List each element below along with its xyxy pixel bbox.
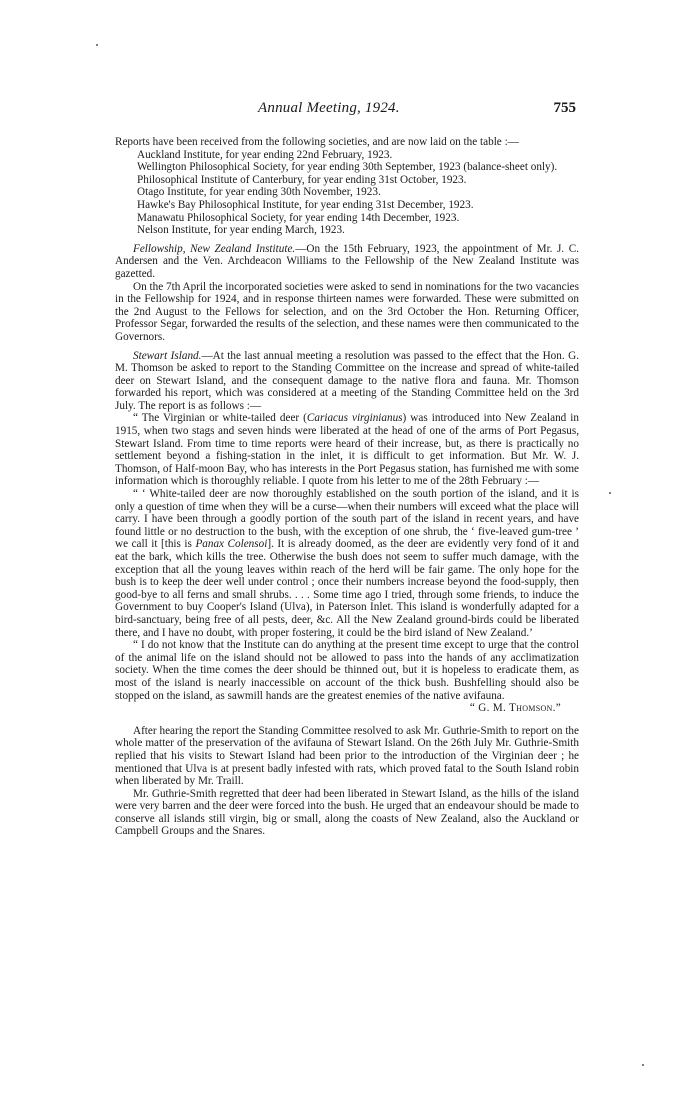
page-header [0,100,674,122]
page-body [115,136,579,838]
print-speck [609,492,611,494]
list-item: Otago Institute, for year ending 30th November, 1923. [137,186,381,199]
reports-intro: Reports have been received from the following societies, and are now laid on the table :— [115,136,519,148]
quote-text: “ The Virginian or white-tailed deer ( [133,412,307,425]
fellowship-paragraph [115,243,579,281]
fellowship-text: —On the 15th February, 1923, the appointment of Mr. J. C. Andersen and the Ven. Archdeacon Williams to the Fellowship of the New Zealand Institute was gazetted. [115,242,579,280]
after-report-paragraph: After hearing the report the Standing Committee resolved to ask Mr. Guthrie-Smith to report on the whole matter of the preservation of the avifauna of Stewart Island. On the 26th July Mr. Guthrie-Smith replied that his visits to Stewart Island had been prior to the introduction of the Virginian deer ; he mentioned that Ulva is at present badly infested with rats, which proved fatal to the South Island robin when liberated by Mr. Traill. [115,724,579,788]
species-name: Panax Colensoi [195,538,268,551]
quote-text: ) was introduced into New Zealand in 1915, when two stags and seven hinds were liberated at the head of one of the arms of Port Pegasus, Stewart Island. From time to time reports were heard of their increase, but, as there is practically no settlement beyond a fishing-station in the inlet, it is difficult to get information. But Mr. W. J. Thomson, of Half-moon Bay, who has interests in the Port Pegasus station, has furnished me with some information which is thoroughly reliable. I quote from his letter to me of the 28th February :— [115,412,579,488]
stewart-paragraph [115,350,579,413]
quote-paragraph-2 [115,488,579,639]
after-report-paragraph-2: Mr. Guthrie-Smith regretted that deer had been liberated in Stewart Island, as the hills of the island were very barren and the deer were forced into the bush. He urged that an endeavour should be made to conserve all islands still virgin, big or small, along the coasts of New Zealand, also the Auckland or Campbell Groups and the Snares. [115,787,579,838]
list-item: Auckland Institute, for year ending 22nd February, 1923. [137,148,393,161]
fellowship-heading: Fellowship, New Zealand Institute. [133,242,296,255]
quote-paragraph-1 [115,412,579,488]
quote-text: “ ‘ White-tailed deer are now thoroughly established on the south portion of the island, and it is only a question of time when they will be a curse—when their numbers will exceed what the place will carry. I have been through a goodly portion of the south part of the island in recent years, and have found little or no destruction to the bush, with the exception of one shrub, the ‘ five-leaved gum-tree ’ we call it [this is [115,488,579,551]
list-item: Manawatu Philosophical Society, for year ending 14th December, 1923. [137,211,460,224]
reports-list [137,149,579,237]
running-head: Annual Meeting, 1924. [258,100,400,116]
page-number: 755 [553,100,576,116]
quote-paragraph-3: “ I do not know that the Institute can do anything at the present time except to urge that the control of the animal life on the island should not be allowed to pass into the hands of any acclimatization society. When the time comes the deer should be thinned out, but it is hopeless to eradicate them, as most of the island is nearly inaccessible on account of the thick bush. Bushfelling should also be stopped on the island, as sawmill hands are the greatest enemies of the native avifauna. [115,639,579,702]
print-speck [642,1064,644,1066]
stewart-text: —At the last annual meeting a resolution was passed to the effect that the Hon. G. M. Thomson be asked to report to the Standing Committee on the increase and spread of white-tailed deer on Stewart Island, and the consequent damage to the native flora and fauna. Mr. Thomson forwarded his report, which was considered at a meeting of the Standing Committee held on the 3rd July. The report is as follows :— [115,349,579,412]
print-speck [96,44,98,46]
stewart-heading: Stewart Island. [133,349,202,362]
list-item: Philosophical Institute of Canterbury, for year ending 31st October, 1923. [137,173,467,186]
fellowship-paragraph-2: On the 7th April the incorporated societies were asked to send in nominations for the two vacancies in the Fellowship for 1924, and in response thirteen names were forwarded. These were submitted on the 2nd August to the Fellows for selection, and on the 3rd October the Hon. Returning Officer, Professor Segar, forwarded the results of the selection, and these names were then communicated to the Governors. [115,280,579,343]
list-item: Hawke's Bay Philosophical Institute, for year ending 31st December, 1923. [137,198,474,211]
species-name: Cariacus virginianus [306,412,403,425]
signature: “ G. M. Thomson.” [469,702,561,715]
quote-text: ]. It is already doomed, as the deer are evidently very fond of it and eat the bark, which kills the tree. Otherwise the bush does not seem to suffer much damage, with the exception that all the young leaves within reach of the herd will be fair game. The only hope for the bush is to keep the deer well under control ; once their numbers increase beyond the food-supply, then good-bye to all ferns and small shrubs. . . . Some time ago I tried, through some friends, to induce the Government to buy Cooper's Island (Ulva), in Paterson Inlet. This island is wonderfully adapted for a bird-sanctuary, being free of all pests, deer, &c. All the New Zealand ground-birds could be liberated there, and I have no doubt, with proper fostering, it could be the bird island of New Zealand.’ [115,538,579,639]
list-item: Wellington Philosophical Society, for year ending 30th September, 1923 (balance-sheet only). [137,161,558,174]
list-item: Nelson Institute, for year ending March, 1923. [137,224,345,237]
